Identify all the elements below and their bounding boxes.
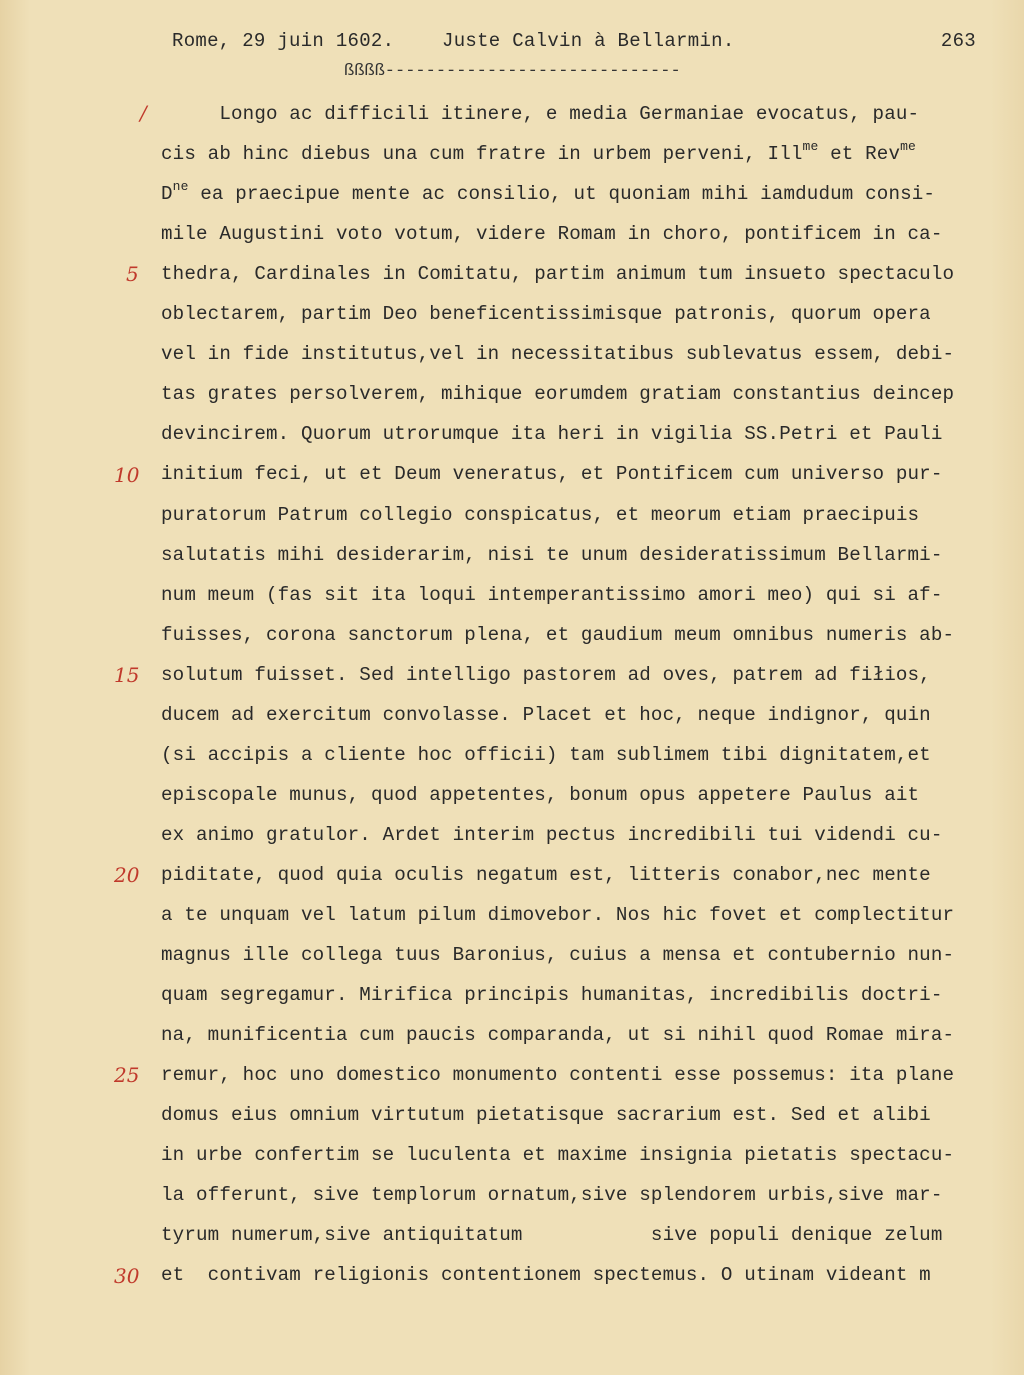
text-line: na, munificentia cum paucis comparanda, ut si nihil quod Romae mira- bbox=[161, 1024, 955, 1046]
letter-title: Juste Calvin à Bellarmin. bbox=[442, 30, 735, 52]
text-line: devincirem. Quorum utrorumque ita heri in vigilia SS.Petri et Pauli bbox=[161, 423, 943, 445]
text-line: episcopale munus, quod appetentes, bonum opus appetere Paulus ait bbox=[161, 784, 920, 806]
text-line: (si accipis a cliente hoc officii) tam sublimem tibi dignitatem,et bbox=[161, 744, 931, 766]
margin-line-number: 30 bbox=[114, 1264, 140, 1288]
text-line-part: ea praecipue mente ac consilio, ut quoniam mihi iamdudum consi- bbox=[188, 183, 936, 205]
text-line: Longo ac difficili itinere, e media Germaniae evocatus, pau- bbox=[161, 103, 920, 125]
text-line-part: et Rev bbox=[818, 143, 901, 165]
text-line: thedra, Cardinales in Comitatu, partim animum tum insueto spectaculo bbox=[161, 263, 955, 285]
page-header bbox=[172, 30, 982, 60]
text-line-part: D bbox=[161, 183, 173, 205]
page-number: 263 bbox=[940, 30, 976, 52]
text-line bbox=[161, 139, 917, 165]
text-line: a te unquam vel latum pilum dimovebor. Nos hic fovet et complectitur bbox=[161, 904, 955, 926]
text-line: puratorum Patrum collegio conspicatus, et meorum etiam praecipuis bbox=[161, 504, 920, 526]
margin-line-number: 10 bbox=[114, 463, 140, 487]
superscript: ne bbox=[172, 179, 189, 194]
text-line: tyrum numerum,sive antiquitatum sive populi denique zelum bbox=[161, 1224, 943, 1246]
text-line: fuisses, corona sanctorum plena, et gaudium meum omnibus numeris ab- bbox=[161, 624, 955, 646]
text-line: vel in fide institutus,vel in necessitatibus sublevatus essem, debi- bbox=[161, 343, 955, 365]
text-line: magnus ille collega tuus Baronius, cuius a mensa et contubernio nun- bbox=[161, 944, 955, 966]
place-date: Rome, 29 juin 1602. bbox=[172, 30, 395, 52]
header-rule: ßßßß----------------------------- bbox=[344, 62, 681, 81]
text-line: initium feci, ut et Deum veneratus, et Pontificem cum universo pur- bbox=[161, 463, 943, 485]
text-line: la offerunt, sive templorum ornatum,sive splendorem urbis,sive mar- bbox=[161, 1184, 943, 1206]
text-line: domus eius omnium virtutum pietatisque sacrarium est. Sed et alibi bbox=[161, 1104, 931, 1126]
text-line: ducem ad exercitum convolasse. Placet et hoc, neque indignor, quin bbox=[161, 704, 931, 726]
superscript: me bbox=[900, 139, 917, 154]
text-line: et contivam religionis contentionem spectemus. O utinam videant m bbox=[161, 1264, 931, 1286]
margin-line-number: 15 bbox=[114, 663, 140, 687]
text-line: piditate, quod quia oculis negatum est, litteris conabor,nec mente bbox=[161, 864, 931, 886]
margin-line-number: 25 bbox=[114, 1063, 140, 1087]
text-line: quam segregamur. Mirifica principis humanitas, incredibilis doctri- bbox=[161, 984, 943, 1006]
text-line: remur, hoc uno domestico monumento contenti esse possemus: ita plane bbox=[161, 1064, 955, 1086]
text-line bbox=[161, 179, 936, 205]
text-line: salutatis mihi desiderarim, nisi te unum desideratissimum Bellarmi- bbox=[161, 544, 943, 566]
text-line: ex animo gratulor. Ardet interim pectus incredibili tui videndi cu- bbox=[161, 824, 943, 846]
superscript: me bbox=[802, 139, 819, 154]
text-line: num meum (fas sit ita loqui intemperantissimo amori meo) qui si af- bbox=[161, 584, 943, 606]
text-line: tas grates persolverem, mihique eorumdem gratiam constantius deincep bbox=[161, 383, 955, 405]
margin-line-number: 5 bbox=[126, 262, 139, 286]
margin-line-number: 20 bbox=[114, 863, 140, 887]
text-line: in urbe confertim se luculenta et maxime insignia pietatis spectacu- bbox=[161, 1144, 955, 1166]
text-line: solutum fuisset. Sed intelligo pastorem ad oves, patrem ad fiłios, bbox=[161, 664, 931, 686]
text-line: mile Augustini voto votum, videre Romam in choro, pontificem in ca- bbox=[161, 223, 943, 245]
text-line: oblectarem, partim Deo beneficentissimisque patronis, quorum opera bbox=[161, 303, 931, 325]
margin-line-number: / bbox=[140, 101, 147, 125]
text-line-part: cis ab hinc diebus una cum fratre in urbem perveni, Ill bbox=[161, 143, 803, 165]
